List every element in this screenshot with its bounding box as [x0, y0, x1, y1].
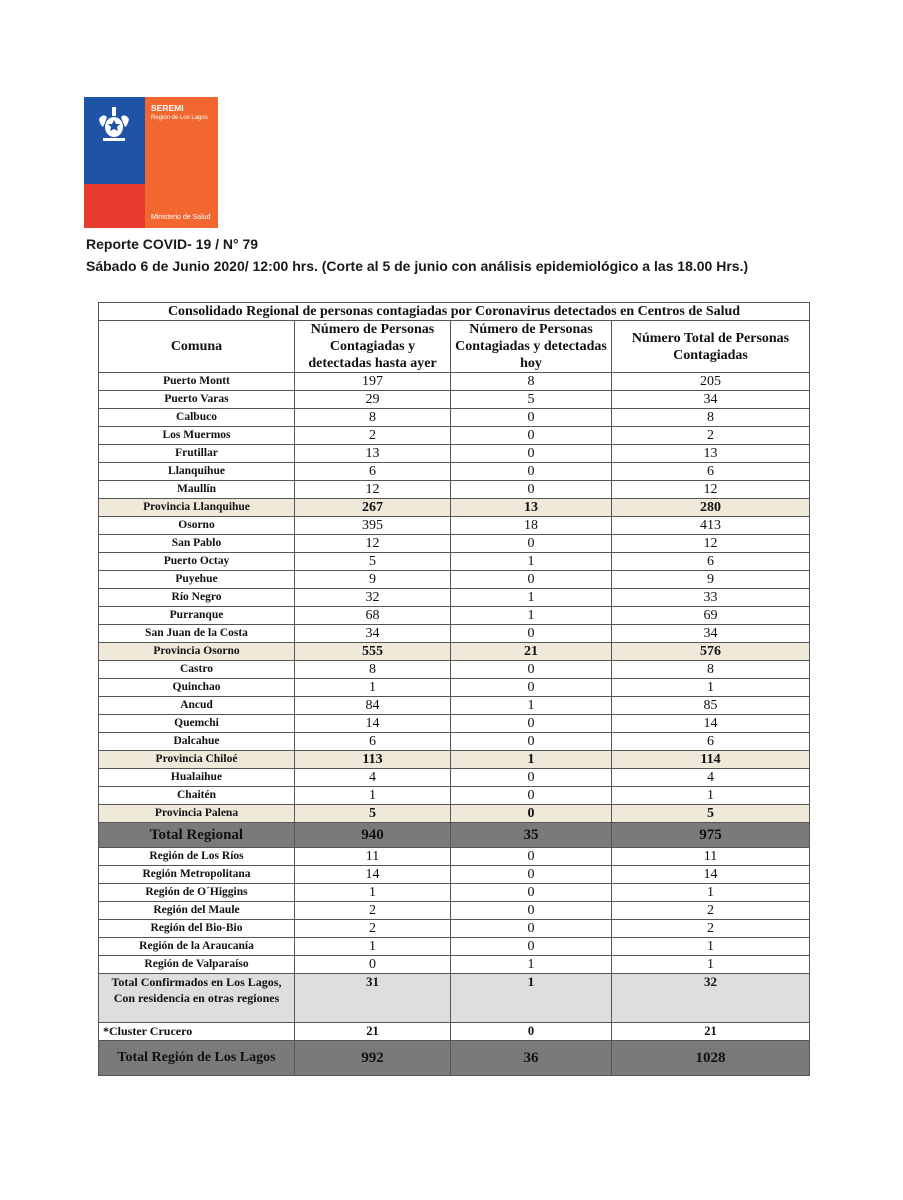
cases-today-cell: 0: [451, 661, 612, 679]
cases-total-cell: 1028: [612, 1041, 810, 1076]
cases-until-yesterday-cell: 21: [295, 1023, 451, 1041]
cases-until-yesterday-cell: 8: [295, 661, 451, 679]
cases-today-cell: 0: [451, 769, 612, 787]
cases-until-yesterday-cell: 14: [295, 715, 451, 733]
table-row: [99, 902, 810, 920]
cases-today-cell: 1: [451, 553, 612, 571]
cases-today-cell: 0: [451, 427, 612, 445]
comuna-cell: Total Confirmados en Los Lagos, Con residencia en otras regiones: [99, 974, 295, 1023]
cases-today-cell: 0: [451, 535, 612, 553]
cases-total-cell: 34: [612, 391, 810, 409]
cases-total-cell: 1: [612, 787, 810, 805]
table-row: [99, 920, 810, 938]
comuna-cell: Puerto Octay: [99, 553, 295, 571]
seremi-logo: [84, 97, 218, 228]
cases-until-yesterday-cell: 395: [295, 517, 451, 535]
cases-today-cell: 0: [451, 848, 612, 866]
cases-until-yesterday-cell: 6: [295, 733, 451, 751]
table-row: [99, 848, 810, 866]
cases-total-cell: 1: [612, 956, 810, 974]
comuna-cell: Puyehue: [99, 571, 295, 589]
cases-today-cell: 5: [451, 391, 612, 409]
comuna-cell: Región de Valparaíso: [99, 956, 295, 974]
covid-cases-table: [98, 302, 810, 1076]
cases-today-cell: 1: [451, 589, 612, 607]
cases-total-cell: 85: [612, 697, 810, 715]
cases-until-yesterday-cell: 12: [295, 481, 451, 499]
cases-today-cell: 0: [451, 884, 612, 902]
cases-total-cell: 12: [612, 481, 810, 499]
cases-total-cell: 1: [612, 938, 810, 956]
cases-until-yesterday-cell: 4: [295, 769, 451, 787]
cases-total-cell: 9: [612, 571, 810, 589]
cases-total-cell: 14: [612, 715, 810, 733]
province-subtotal-row: [99, 751, 810, 769]
cases-until-yesterday-cell: 2: [295, 902, 451, 920]
comuna-cell: *Cluster Crucero: [99, 1023, 295, 1041]
cases-until-yesterday-cell: 14: [295, 866, 451, 884]
table-row: [99, 463, 810, 481]
cases-today-cell: 0: [451, 409, 612, 427]
table-row: [99, 589, 810, 607]
comuna-cell: Región de Los Ríos: [99, 848, 295, 866]
cases-total-cell: 6: [612, 553, 810, 571]
comuna-cell: Río Negro: [99, 589, 295, 607]
header-total: Número Total de Personas Contagiadas: [612, 321, 810, 373]
logo-blue-panel: [84, 97, 145, 228]
cases-today-cell: 0: [451, 733, 612, 751]
comuna-cell: San Juan de la Costa: [99, 625, 295, 643]
header-hasta-ayer: Número de Personas Contagiadas y detectadas hasta ayer: [295, 321, 451, 373]
comuna-cell: Hualaihue: [99, 769, 295, 787]
cases-total-cell: 6: [612, 733, 810, 751]
comuna-cell: Provincia Llanquihue: [99, 499, 295, 517]
cases-today-cell: 0: [451, 481, 612, 499]
cases-total-cell: 32: [612, 974, 810, 1023]
comuna-cell: Provincia Osorno: [99, 643, 295, 661]
report-subtitle: Sábado 6 de Junio 2020/ 12:00 hrs. (Corte al 5 de junio con análisis epidemiológico a las 18.00 Hrs.): [86, 258, 749, 274]
cases-today-cell: 1: [451, 697, 612, 715]
cases-today-cell: 0: [451, 902, 612, 920]
province-subtotal-row: [99, 499, 810, 517]
chile-coat-of-arms-icon: [89, 105, 139, 145]
table-row: [99, 373, 810, 391]
cluster-row: [99, 1023, 810, 1041]
table-row: [99, 571, 810, 589]
cases-total-cell: 69: [612, 607, 810, 625]
cases-today-cell: 1: [451, 607, 612, 625]
comuna-cell: Chaitén: [99, 787, 295, 805]
cases-today-cell: 0: [451, 463, 612, 481]
comuna-cell: Total Región de Los Lagos: [99, 1041, 295, 1076]
table-row: [99, 427, 810, 445]
cases-until-yesterday-cell: 11: [295, 848, 451, 866]
comuna-cell: Provincia Palena: [99, 805, 295, 823]
cases-until-yesterday-cell: 32: [295, 589, 451, 607]
table-row: [99, 535, 810, 553]
header-comuna: Comuna: [99, 321, 295, 373]
cases-total-cell: 13: [612, 445, 810, 463]
comuna-cell: Frutillar: [99, 445, 295, 463]
table-row: [99, 607, 810, 625]
cases-total-cell: 205: [612, 373, 810, 391]
logo-orange-panel: [145, 97, 218, 228]
cases-total-cell: 8: [612, 661, 810, 679]
comuna-cell: Puerto Varas: [99, 391, 295, 409]
table-row: [99, 956, 810, 974]
table-row: [99, 553, 810, 571]
table-row: [99, 715, 810, 733]
cases-until-yesterday-cell: 34: [295, 625, 451, 643]
cases-until-yesterday-cell: 267: [295, 499, 451, 517]
comuna-cell: Castro: [99, 661, 295, 679]
cases-until-yesterday-cell: 29: [295, 391, 451, 409]
comuna-cell: Región de la Araucanía: [99, 938, 295, 956]
cases-total-cell: 33: [612, 589, 810, 607]
table-row: [99, 884, 810, 902]
cases-today-cell: 35: [451, 823, 612, 848]
logo-seremi-text: SEREMI: [151, 103, 184, 113]
cases-total-cell: 114: [612, 751, 810, 769]
cases-total-cell: 8: [612, 409, 810, 427]
table-row: [99, 733, 810, 751]
cases-total-cell: 34: [612, 625, 810, 643]
cases-until-yesterday-cell: 68: [295, 607, 451, 625]
cases-until-yesterday-cell: 2: [295, 920, 451, 938]
cases-until-yesterday-cell: 2: [295, 427, 451, 445]
comuna-cell: Ancud: [99, 697, 295, 715]
comuna-cell: Quinchao: [99, 679, 295, 697]
regional-total-row: [99, 823, 810, 848]
cases-total-cell: 5: [612, 805, 810, 823]
cases-total-cell: 975: [612, 823, 810, 848]
comuna-cell: Región Metropolitana: [99, 866, 295, 884]
comuna-cell: Los Muermos: [99, 427, 295, 445]
cases-today-cell: 0: [451, 571, 612, 589]
report-title: Reporte COVID- 19 / N° 79: [86, 236, 259, 252]
header-hoy: Número de Personas Contagiadas y detectadas hoy: [451, 321, 612, 373]
cases-total-cell: 14: [612, 866, 810, 884]
table-row: [99, 661, 810, 679]
cases-today-cell: 13: [451, 499, 612, 517]
cases-until-yesterday-cell: 555: [295, 643, 451, 661]
table-row: [99, 625, 810, 643]
comuna-cell: Purranque: [99, 607, 295, 625]
comuna-cell: Calbuco: [99, 409, 295, 427]
table-title: Consolidado Regional de personas contagiadas por Coronavirus detectados en Centros de Salud: [99, 303, 810, 321]
cases-until-yesterday-cell: 1: [295, 884, 451, 902]
cases-total-cell: 2: [612, 920, 810, 938]
comuna-cell: Osorno: [99, 517, 295, 535]
cases-today-cell: 18: [451, 517, 612, 535]
cases-until-yesterday-cell: 5: [295, 805, 451, 823]
cases-today-cell: 0: [451, 920, 612, 938]
cases-total-cell: 11: [612, 848, 810, 866]
other-regions-total-row: [99, 974, 810, 1023]
cases-today-cell: 1: [451, 974, 612, 1023]
table-row: [99, 409, 810, 427]
cases-today-cell: 0: [451, 938, 612, 956]
cases-until-yesterday-cell: 1: [295, 787, 451, 805]
cases-until-yesterday-cell: 992: [295, 1041, 451, 1076]
cases-until-yesterday-cell: 13: [295, 445, 451, 463]
table-row: [99, 866, 810, 884]
comuna-cell: Región del Bio-Bio: [99, 920, 295, 938]
cases-until-yesterday-cell: 5: [295, 553, 451, 571]
province-subtotal-row: [99, 805, 810, 823]
cases-total-cell: 6: [612, 463, 810, 481]
cases-today-cell: 1: [451, 956, 612, 974]
cases-today-cell: 1: [451, 751, 612, 769]
comuna-cell: Quemchi: [99, 715, 295, 733]
cases-total-cell: 21: [612, 1023, 810, 1041]
grand-total-row: [99, 1041, 810, 1076]
cases-until-yesterday-cell: 9: [295, 571, 451, 589]
cases-total-cell: 12: [612, 535, 810, 553]
cases-until-yesterday-cell: 0: [295, 956, 451, 974]
table-row: [99, 517, 810, 535]
cases-until-yesterday-cell: 6: [295, 463, 451, 481]
table-row: [99, 391, 810, 409]
table-row: [99, 481, 810, 499]
comuna-cell: Provincia Chiloé: [99, 751, 295, 769]
cases-total-cell: 280: [612, 499, 810, 517]
cases-total-cell: 4: [612, 769, 810, 787]
cases-total-cell: 576: [612, 643, 810, 661]
table-row: [99, 679, 810, 697]
cases-until-yesterday-cell: 84: [295, 697, 451, 715]
cases-today-cell: 0: [451, 787, 612, 805]
comuna-cell: Total Regional: [99, 823, 295, 848]
table-row: [99, 769, 810, 787]
comuna-cell: Llanquihue: [99, 463, 295, 481]
cases-total-cell: 2: [612, 427, 810, 445]
cases-total-cell: 2: [612, 902, 810, 920]
cases-until-yesterday-cell: 12: [295, 535, 451, 553]
table-title-row: [99, 303, 810, 321]
comuna-cell: Puerto Montt: [99, 373, 295, 391]
cases-today-cell: 0: [451, 679, 612, 697]
table-header-row: [99, 321, 810, 373]
cases-total-cell: 1: [612, 679, 810, 697]
cases-today-cell: 0: [451, 866, 612, 884]
cases-today-cell: 0: [451, 715, 612, 733]
cases-today-cell: 0: [451, 625, 612, 643]
cases-today-cell: 36: [451, 1041, 612, 1076]
cases-until-yesterday-cell: 113: [295, 751, 451, 769]
comuna-cell: San Pablo: [99, 535, 295, 553]
table-row: [99, 697, 810, 715]
cases-until-yesterday-cell: 8: [295, 409, 451, 427]
cases-today-cell: 0: [451, 805, 612, 823]
cases-until-yesterday-cell: 31: [295, 974, 451, 1023]
comuna-cell: Región de O´Higgins: [99, 884, 295, 902]
table-row: [99, 787, 810, 805]
province-subtotal-row: [99, 643, 810, 661]
cases-today-cell: 0: [451, 1023, 612, 1041]
cases-until-yesterday-cell: 1: [295, 679, 451, 697]
comuna-cell: Región del Maule: [99, 902, 295, 920]
logo-region-text: Región de Los Lagos: [151, 115, 208, 121]
table-row: [99, 445, 810, 463]
comuna-cell: Maullín: [99, 481, 295, 499]
cases-today-cell: 8: [451, 373, 612, 391]
cases-today-cell: 0: [451, 445, 612, 463]
logo-ministry-text: Ministerio de Salud: [151, 214, 211, 221]
comuna-cell: Dalcahue: [99, 733, 295, 751]
cases-total-cell: 1: [612, 884, 810, 902]
cases-until-yesterday-cell: 940: [295, 823, 451, 848]
cases-total-cell: 413: [612, 517, 810, 535]
logo-red-band: [84, 184, 145, 228]
cases-until-yesterday-cell: 197: [295, 373, 451, 391]
cases-today-cell: 21: [451, 643, 612, 661]
cases-until-yesterday-cell: 1: [295, 938, 451, 956]
table-row: [99, 938, 810, 956]
